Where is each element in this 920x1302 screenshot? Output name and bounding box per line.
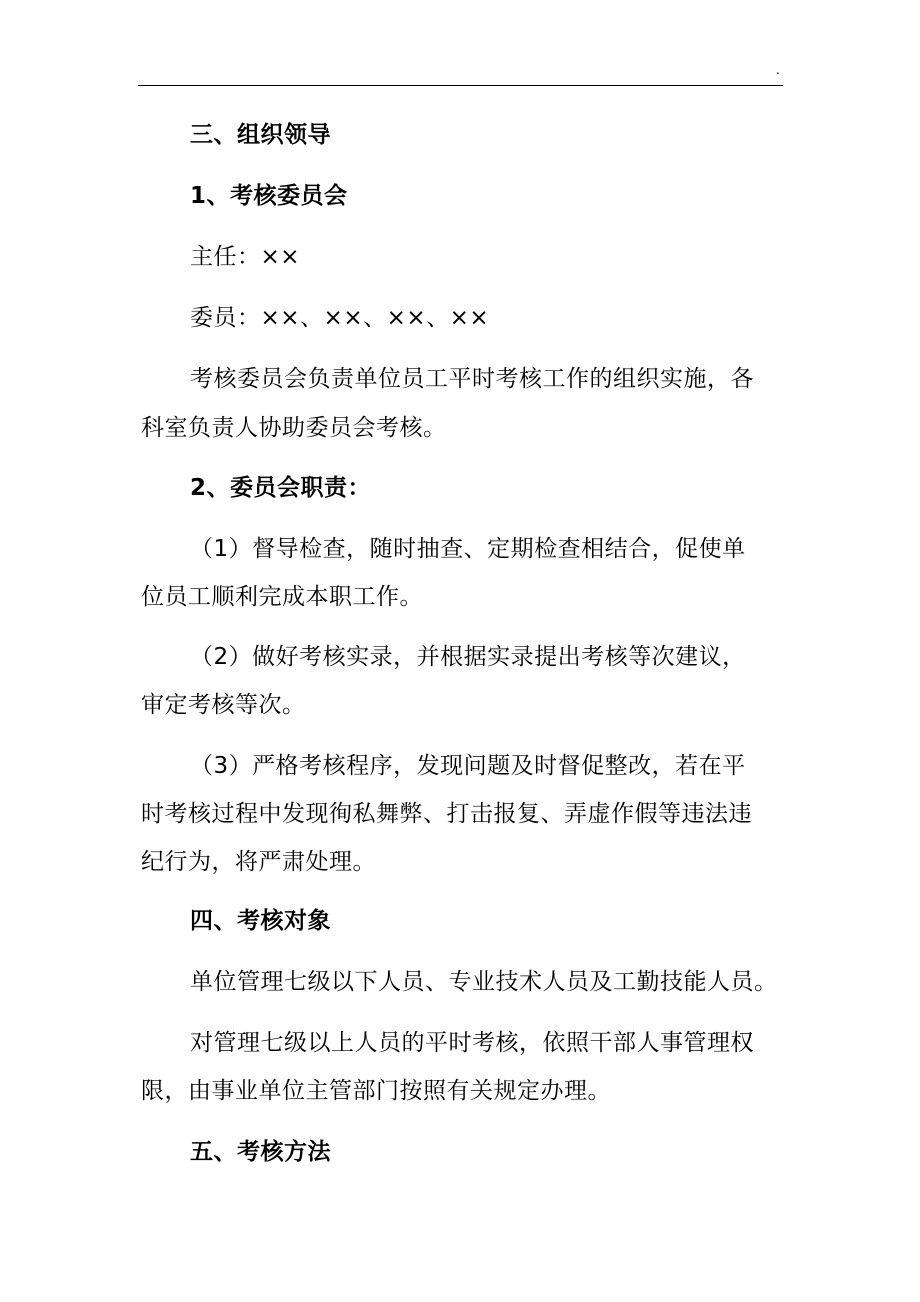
paragraph-committee-line-2: 科室负责人协助委员会考核。 bbox=[141, 415, 447, 441]
subheading-duties: 2、委员会职责： bbox=[190, 475, 372, 501]
duty-3-line-2: 时考核过程中发现徇私舞弊、打击报复、弄虚作假等违法违 bbox=[141, 801, 752, 827]
paragraph-committee-line-1: 考核委员会负责单位员工平时考核工作的组织实施，各 bbox=[190, 366, 754, 392]
targets-paragraph-2-line-2: 限，由事业单位主管部门按照有关规定办理。 bbox=[141, 1078, 611, 1104]
section-heading-methods: 五、考核方法 bbox=[190, 1139, 331, 1165]
header-mark: . bbox=[776, 63, 780, 77]
duty-1-line-2: 位员工顺利完成本职工作。 bbox=[141, 584, 423, 610]
header-rule bbox=[138, 85, 783, 86]
duty-2-line-1: （2）做好考核实录，并根据实录提出考核等次建议， bbox=[190, 644, 746, 670]
section-heading-targets: 四、考核对象 bbox=[190, 908, 331, 934]
duty-3-line-1: （3）严格考核程序，发现问题及时督促整改，若在平 bbox=[190, 753, 746, 779]
targets-paragraph-2-line-1: 对管理七级以上人员的平时考核，依照干部人事管理权 bbox=[190, 1030, 754, 1056]
duty-1-line-1: （1）督导检查，随时抽查、定期检查相结合，促使单 bbox=[190, 536, 746, 562]
members-line: 委员：××、××、××、×× bbox=[190, 305, 490, 331]
duty-2-line-2: 审定考核等次。 bbox=[141, 692, 306, 718]
targets-paragraph-1: 单位管理七级以下人员、专业技术人员及工勤技能人员。 bbox=[190, 969, 778, 995]
section-heading-organization: 三、组织领导 bbox=[190, 122, 331, 148]
director-line: 主任：×× bbox=[190, 244, 301, 270]
subheading-committee: 1、考核委员会 bbox=[190, 183, 348, 209]
duty-3-line-3: 纪行为，将严肃处理。 bbox=[141, 849, 376, 875]
